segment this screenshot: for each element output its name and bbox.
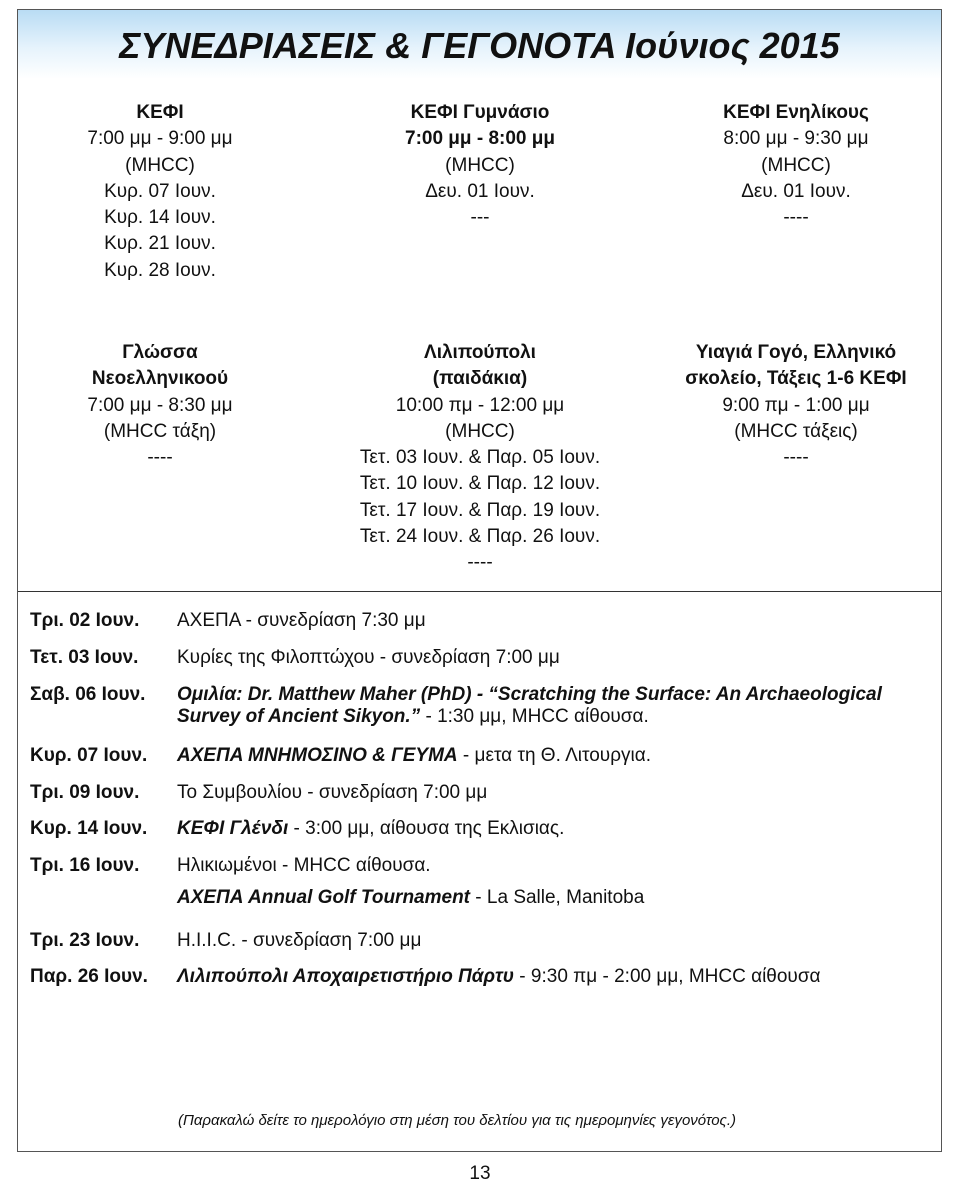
event-date: Σαβ. 06 Ιουν. (30, 684, 146, 705)
schedule-line: ΚΕΦΙ Ενηλίκους (723, 102, 869, 123)
event-text: ΑΧΕΠΑ - συνεδρίαση 7:30 μμ (177, 610, 426, 631)
schedule-line: Γλώσσα (122, 342, 198, 363)
schedule-line: Κυρ. 14 Ιουν. (104, 207, 216, 229)
schedule-line: (παιδάκια) (432, 368, 528, 390)
schedule-line: ---- (783, 447, 809, 469)
event-text: Dr. Matthew Maher (PhD) - “Scratching the Surface: An Archaeological Survey of Ancient Sikyon.” (177, 684, 882, 727)
schedule-line: ΚΕΦΙ (136, 102, 184, 123)
schedule-line: (MHCC) (125, 154, 195, 176)
event-text: - μετα τη Θ. Λιτουργια. (457, 745, 651, 766)
event-description (177, 782, 897, 804)
page-title: ΣΥΝΕΔΡΙΑΣΕΙΣ & ΓΕΓΟΝΟΤΑ Ιούνιος 2015 (119, 25, 840, 66)
greek-language-block (20, 340, 300, 471)
event-date: Τρι. 23 Ιουν. (30, 930, 140, 951)
schedule-line: Νεοελληνικοού (91, 368, 229, 390)
schedule-line: σκολείο, Τάξεις 1-6 ΚΕΦΙ (685, 368, 907, 390)
schedule-line: ---- (147, 447, 173, 469)
event-text: H.I.I.C. - συνεδρίαση 7:00 μμ (177, 930, 422, 951)
schedule-line: Δευ. 01 Ιουν. (741, 180, 851, 202)
schedule-line: (MHCC τάξεις) (734, 420, 858, 442)
event-date: Τρι. 09 Ιουν. (30, 782, 140, 803)
yiayia-school-block (636, 340, 956, 471)
page-number: 13 (469, 1163, 491, 1184)
schedule-line: Τετ. 17 Ιουν. & Παρ. 19 Ιουν. (359, 499, 601, 521)
schedule-line: 10:00 πμ - 12:00 μμ (395, 394, 565, 416)
event-text: - La Salle, Manitoba (470, 887, 645, 908)
event-date: Τετ. 03 Ιουν. (30, 647, 139, 668)
schedule-line: (MHCC) (445, 154, 515, 176)
schedule-line: Κυρ. 07 Ιουν. (104, 180, 216, 202)
event-text: Το Συμβουλίου - συνεδρίαση 7:00 μμ (177, 782, 488, 803)
event-date: Τρι. 16 Ιουν. (30, 855, 140, 876)
schedule-line: --- (470, 207, 490, 229)
event-description (177, 930, 897, 952)
event-description (177, 745, 897, 767)
kefi-adults-block (656, 100, 936, 231)
footer-note: (Παρακαλώ δείτε το ημερολόγιο στη μέση του δελτίου για τις ημερομηνίες γεγονότος.) (178, 1112, 737, 1129)
schedule-line: 8:00 μμ - 9:30 μμ (723, 128, 869, 150)
event-description (177, 966, 897, 988)
liliputopoli-block (340, 340, 620, 577)
schedule-line: (MHCC τάξη) (103, 420, 217, 442)
event-description (177, 647, 897, 669)
event-text: Ηλικιωμένοι - MHCC αίθουσα. (177, 855, 431, 876)
schedule-line: Τετ. 24 Ιουν. & Παρ. 26 Ιουν. (359, 526, 601, 548)
schedule-line: 7:00 μμ - 8:30 μμ (87, 394, 233, 416)
event-description (177, 610, 897, 632)
event-text: - 9:30 πμ - 2:00 μμ, MHCC αίθουσα (514, 966, 821, 987)
event-date: Κυρ. 14 Ιουν. (30, 818, 148, 839)
schedule-line: Δευ. 01 Ιουν. (425, 180, 535, 202)
schedule-line: 9:00 πμ - 1:00 μμ (722, 394, 870, 416)
schedule-line: 7:00 μμ - 9:00 μμ (87, 128, 233, 150)
event-date: Τρι. 02 Ιουν. (30, 610, 140, 631)
schedule-line: Τετ. 03 Ιουν. & Παρ. 05 Ιουν. (359, 447, 601, 469)
kefi-block (20, 100, 300, 284)
schedule-line: (MHCC) (445, 420, 515, 442)
schedule-line: ΚΕΦΙ Γυμνάσιο (410, 102, 550, 123)
event-text: ΑΧΕΠΑ Annual Golf Tournament (177, 887, 471, 908)
schedule-line: (MHCC) (761, 154, 831, 176)
event-text: Λιλιπούπολι Αποχαιρετιστήριο Πάρτυ (177, 966, 515, 987)
event-date: Κυρ. 07 Ιουν. (30, 745, 148, 766)
event-description (177, 855, 897, 877)
schedule-line: Τετ. 10 Ιουν. & Παρ. 12 Ιουν. (359, 473, 601, 495)
schedule-line: Υιαγιά Γογό, Ελληνικό (695, 342, 897, 363)
event-description (177, 818, 897, 840)
event-text: ΚΕΦΙ Γλένδι (177, 818, 289, 839)
section-divider (18, 591, 941, 592)
schedule-line: Κυρ. 28 Ιουν. (104, 259, 216, 281)
event-text: Ομιλία: (177, 684, 248, 705)
kefi-gym-block (340, 100, 620, 231)
schedule-line: 7:00 μμ - 8:00 μμ (405, 128, 555, 150)
event-text: - 3:00 μμ, αίθουσα της Εκλισιας. (288, 818, 565, 839)
event-text: Κυρίες της Φιλοπτώχου - συνεδρίαση 7:00 μμ (177, 647, 560, 668)
event-date: Παρ. 26 Ιουν. (30, 966, 148, 987)
schedule-line: ---- (783, 207, 809, 229)
schedule-line: Κυρ. 21 Ιουν. (104, 233, 216, 255)
schedule-line: ---- (467, 552, 493, 574)
schedule-line: Λιλιπούπολι (424, 342, 536, 363)
event-text: ΑΧΕΠΑ ΜΝΗΜΟΣΙΝΟ & ΓΕΥΜΑ (177, 745, 458, 766)
event-description (177, 684, 897, 728)
event-text: - 1:30 μμ, MHCC αίθουσα. (420, 706, 649, 727)
event-description (177, 887, 897, 909)
